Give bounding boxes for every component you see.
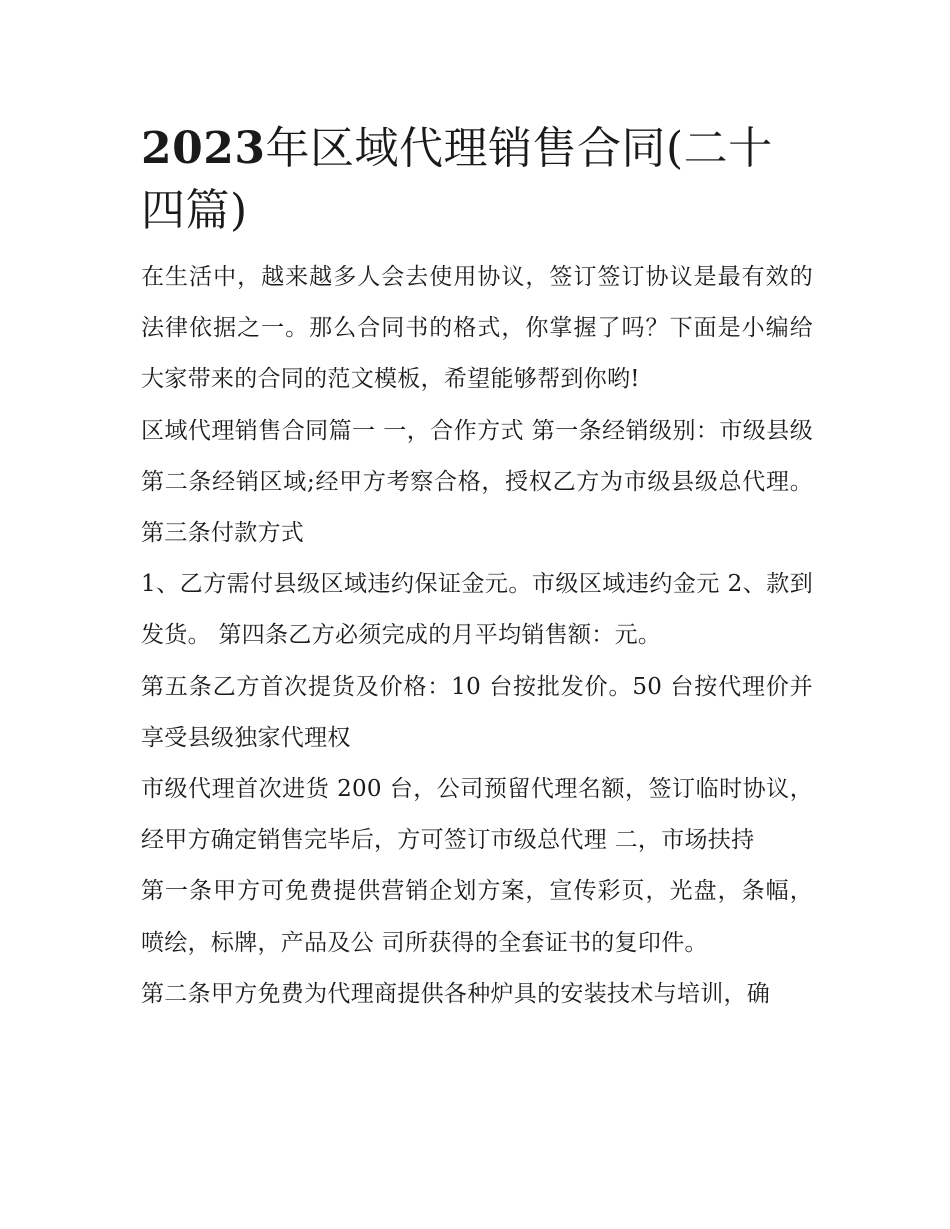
title-text: 年区域代理销售合同(二十四篇) bbox=[141, 123, 773, 236]
paragraph-cooperation: 区域代理销售合同篇一 一，合作方式 第一条经销级别：市级县级 第二条经销区域;经甲方考察合格，授权乙方为市级县级总代理。 第三条付款方式 bbox=[141, 417, 813, 547]
paragraph-payment: 1、乙方需付县级区域违约保证金元。市级区域违约金元 2、款到发货。 第四条乙方必须完成的月平均销售额：元。 bbox=[141, 571, 813, 649]
paragraph-training: 第二条甲方免费为代理商提供各种炉具的安装技术与培训，确 bbox=[141, 980, 771, 1007]
document-title bbox=[141, 118, 813, 242]
paragraph-first-order: 第五条乙方首次提货及价格：10 台按批发价。50 台按代理价并享受县级独家代理权 bbox=[141, 673, 813, 751]
paragraph-city-agent: 市级代理首次进货 200 台，公司预留代理名额，签订临时协议，经甲方确定销售完毕后，方可签订市级总代理 二，市场扶持 bbox=[141, 776, 813, 854]
title-year: 2023 bbox=[141, 123, 266, 174]
intro-paragraph: 在生活中，越来越多人会去使用协议，签订签订协议是最有效的法律依据之一。那么合同书的格式，你掌握了吗？下面是小编给大家带来的合同的范文模板，希望能够帮到你哟! bbox=[141, 264, 813, 393]
paragraph-marketing-support: 第一条甲方可免费提供营销企划方案，宣传彩页，光盘，条幅，喷绘，标牌，产品及公 司所获得的全套证书的复印件。 bbox=[141, 878, 813, 956]
document-body bbox=[141, 118, 813, 1020]
